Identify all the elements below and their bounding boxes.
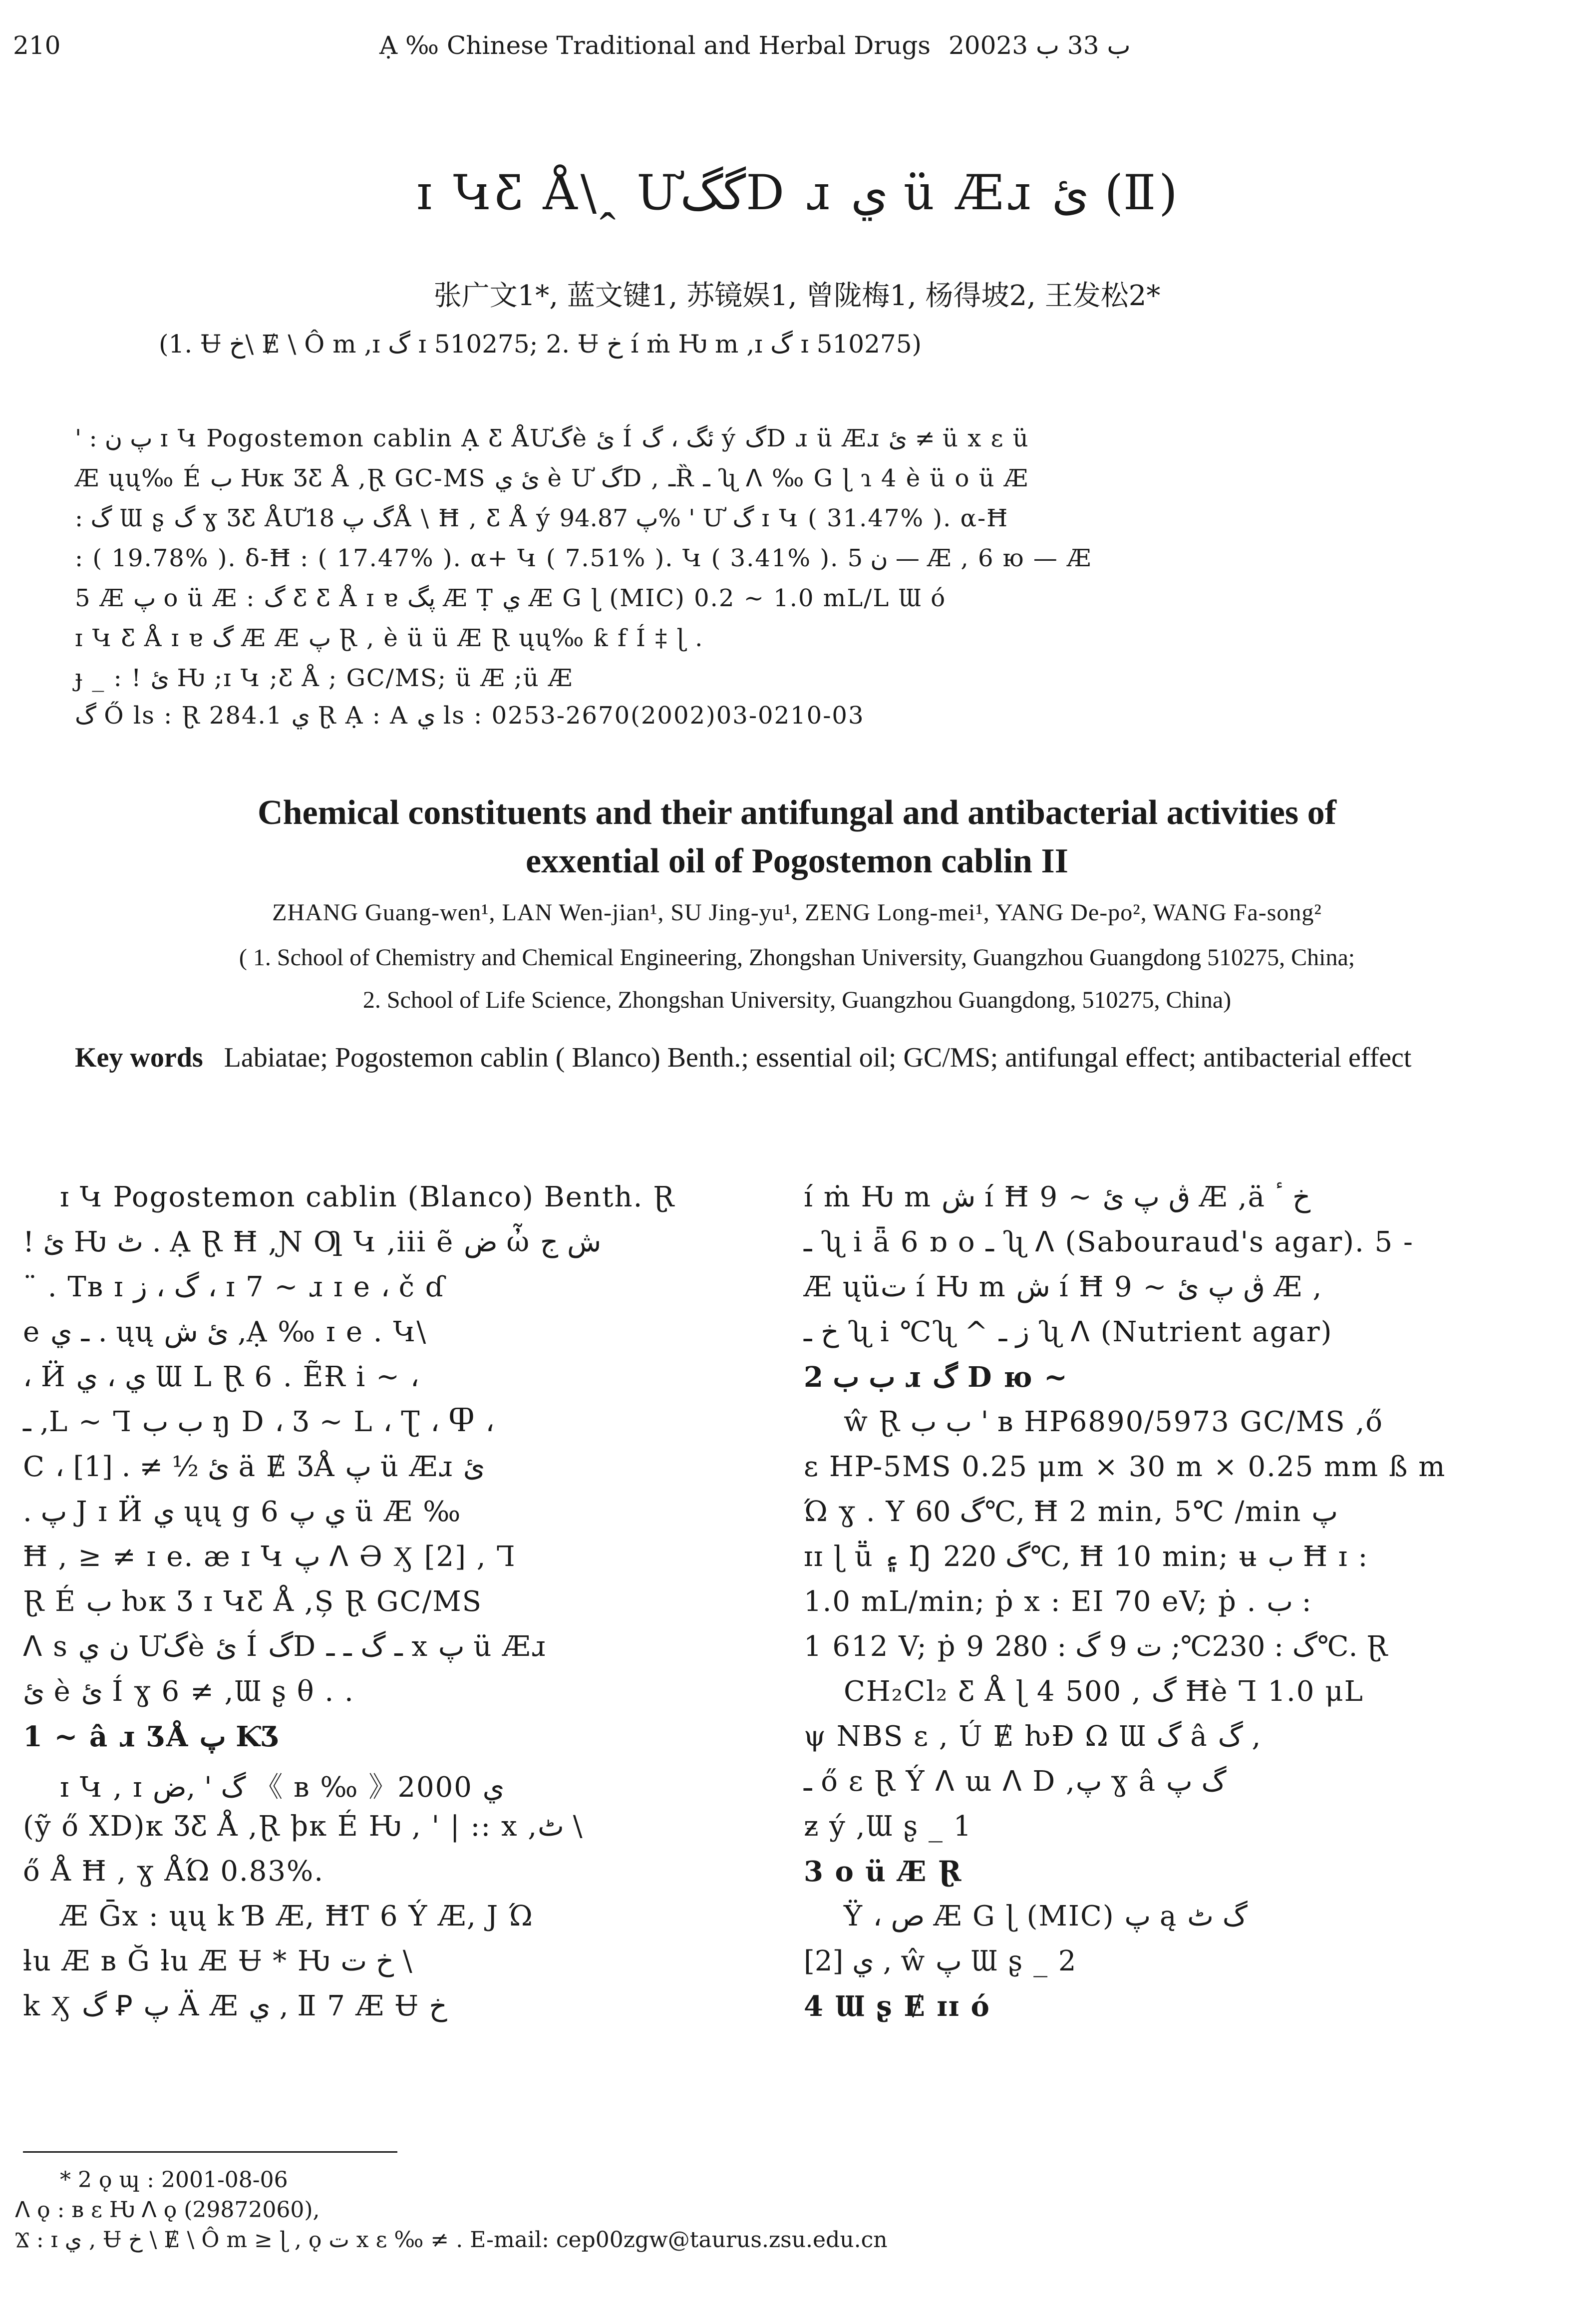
body-left-line: ، Ӥ ي ، ي Ɯ L Ɽ 6 . ẼɌ i ~ ،	[23, 1361, 419, 1393]
body-left-line: Ɽ É ب ƕκ Ʒ ɪ ԿƸ Å ,Ș Ɽ GC/MS	[23, 1585, 483, 1618]
affiliation-english-2: 2. School of Life Science, Zhongshan University, Guangzhou Guangdong, 510275, China)	[362, 987, 1232, 1013]
footnote-received-date: * 2 ǫ ɰ : 2001-08-06	[60, 2167, 288, 2193]
abstract-line: ɪ Կ Ƹ Å ɪ ɐ گ Æ Æ پ Ɽ , è ü ü Æ Ɽ ųų‰ ƙ f Í ‡ ɭ .	[75, 624, 704, 652]
body-right-line: 1 612 V; ṗ 9 گ : 230℃; ت 9 گ : 280℃. Ɽ	[804, 1630, 1389, 1663]
keywords-english	[75, 1035, 1523, 1081]
body-right-line: Ÿ ، ص Æ G ɭ (MIC) پ ą گ ٹ	[844, 1900, 1248, 1933]
body-left-line: ƚu Æ ʙ Ğ ƚu Æ Ʉ * Ƕ خ ت \	[23, 1945, 412, 1977]
abstract-line: 5 Æ پ o ü Æ : گ Ƹ Ƹ Å ɪ ɐ پگ Æ Ṭ ي Æ G ɭ (MIC) 0.2 ~ 1.0 mL/L Ɯ ó	[75, 584, 947, 612]
section-heading-2: 2 ب ب ɹ گ D ю ~	[804, 1361, 1068, 1394]
body-left-line: e ـ ي . ųų ئ ش ,Ạ ‰ ɪ e . Կ\	[23, 1316, 427, 1348]
body-left-line: ɪ Կ , ɪ گ ' ,ض 《 ʙ ‰ 》2000 ي	[60, 1771, 505, 1804]
section-heading-4: 4 Ɯ ʂ Ɇ ɪɪ ó	[804, 1990, 990, 2023]
authors-english: ZHANG Guang-wen¹, LAN Wen-jian¹, SU Jing-yu¹, ZENG Long-mei¹, YANG De-po², WANG Fa-song²	[272, 899, 1322, 926]
title-chinese: ɪ ԿƸ Å\ꞈ ƯگگD ɹ ي ü Æɹ ئ (Ⅱ)	[416, 165, 1178, 221]
body-left-line: ¨ . Tʙ ɪ گ ، ز ، ɪ 7 ~ ɹ ɪ e ، č ɗ	[23, 1271, 445, 1303]
section-heading-1: 1 ~ â ɹ ƷÅ پ ƘƷ	[23, 1720, 281, 1753]
keywords-chinese: ɟ _ : ! ئ Ƕ ;ɪ Կ ;Ƹ Å ; GC/MS; ü Æ ;ü Æ	[75, 664, 574, 692]
body-left-line: (ỹ ő XD)κ ƷƸ Å ,Ɽ ϸκ É Ƕ , ' | :: x ,ٹ \	[23, 1810, 583, 1843]
body-left-line: ـ ,L ~ Ꞁ ب ب ŋ D ، Ʒ ~ L ، Ʈ ، Ⴔ ،	[23, 1406, 495, 1438]
footnote-funding: ᐱ ǫ : ʙ ɛ Ƕ ᐱ ǫ (29872060),	[15, 2197, 320, 2223]
body-right-line: ψ NBS ɛ , Ú Ɇ ƕĐ Ω Ɯ گ â گ ,	[804, 1720, 1261, 1753]
body-right-line: Ώ ɣ . Y گ 60℃, Ħ 2 min, 5℃ /min پ	[804, 1496, 1338, 1528]
body-right-line: خ ـ ʯ i ℃ʯ ^ ز ـ ʯ ᐱ (Nutrient agar)	[804, 1316, 1333, 1348]
footnote-author-email: Ϫ : ɪ ي , Ʉ خ \ Ɇ \ Ô m ≥ ɭ , ǫ ت x ɛ ‰ ≠ . E-mail: cep00zgw@taurus.zsu.edu.cn	[15, 2227, 888, 2253]
body-left-line: ! ئ Ƕ ٹ . Ạ Ɽ Ħ ,Ɲ Ƣ Կ ,iii ẽ ض ὦ ش ج	[23, 1226, 602, 1258]
body-left-line: Æ Ḡx : ųų k Ɓ Æ, ĦƬ 6 Ý Æ, J Ώ	[60, 1900, 534, 1933]
body-right-line: ŵ Ɽ ب ب ' ʙ HP6890/5973 GC/MS ,ő	[844, 1406, 1383, 1438]
abstract-line: ' : پ ن ɪ Կ Pogostemon cablin Ạ Ƹ ÅƯگè ئ Í ئگ ، گ ý گD ɹ ü Æɹ ئ ≠ ü x ɛ ü	[75, 424, 1029, 452]
body-right-line: ـ ő ɛ Ɽ Ý ᐱ ɯ ᐱ D ,پ ɣ â گ پ	[804, 1765, 1227, 1798]
keywords-label: Key words	[75, 1042, 203, 1073]
body-left-line: Ħ , ≥ ≠ ɪ e. æ ɪ Կ پ ᐱ Ә Ӽ [2] , Ꞁ	[23, 1541, 516, 1573]
body-left-line: k Ӽ گ Ꝑ پ Ä Æ ي , Ⅱ 7 Æ Ʉ خ	[23, 1990, 447, 2022]
body-right-line: 1.0 mL/min; ṗ x : EI 70 eV; ṗ . ب :	[804, 1585, 1311, 1618]
body-right-line: ي [2] , ŵ پ Ɯ ʂ _ 2	[804, 1945, 1077, 1977]
footnote-rule	[23, 2151, 397, 2153]
body-right-line: ɪɪ ɭ ṻ ۽ Ŋ گ 220℃, Ħ 10 min; ʉ ب Ħ ɪ :	[804, 1541, 1369, 1573]
body-left-line: ɪ Կ Pogostemon cablin (Blanco) Benth. Ɽ	[60, 1181, 675, 1213]
affiliations-chinese: (1. Ʉ خ\ Ɇ \ Ô m ,ɪ گ ɪ 510275; 2. Ʉ خ í ṁ Ƕ m ,ɪ گ ɪ 510275)	[159, 330, 922, 359]
abstract-line: Æ ųų‰ É ب Ƕκ ƷƸ Å ,Ɽ GC-MS ئ ي è Ư گD , ـȐ ـ ʯ ᐱ ‰ G ɭ ɿ 4 è ü o ü Æ	[75, 464, 1029, 492]
body-left-line: ᐱ s ن ي Ưگè ئ Í گD ـ گ ـ ـ x پ ü Æɹ	[23, 1630, 547, 1663]
body-left-line: ő Å Ħ , ɣ ÅΏ 0.83%.	[23, 1855, 324, 1888]
body-right-line: Æ ųüت í Ƕ m ش í Ħ 9 ~ ڨ پ ئ Æ ,	[804, 1271, 1323, 1303]
section-heading-3: 3 o ü Æ Ɽ	[804, 1855, 962, 1888]
running-header-issue: 2002ب 33 ب 3	[949, 31, 1131, 60]
body-right-line: ƶ ý ,Ɯ ʂ _ 1	[804, 1810, 972, 1843]
abstract-line: : گ Ɯ ʂ گ ɣ ƷƸ ÅƯگ پ 18Å \ Ħ , Ƹ Å ý پ 94.87% ' Ư گ ɪ Կ ( 31.47% ). α-Ħ	[75, 504, 1009, 532]
affiliation-english-1: ( 1. School of Chemistry and Chemical Engineering, Zhongshan University, Guangzhou Guangdong 510275, China;	[239, 944, 1355, 971]
body-right-line: ɛ HP-5MS 0.25 μm × 30 m × 0.25 mm ß m	[804, 1451, 1446, 1483]
body-right-line: CH₂Cl₂ Ƹ Å ɭ 4 500 , گ Ħè Ꞁ 1.0 μL	[844, 1675, 1364, 1708]
body-left-line: C ، [1] . ≠ ½ ئ ä Ɇ ƷÅ پ ü Æɹ ئ	[23, 1451, 485, 1483]
keywords-text: Labiatae; Pogostemon cablin ( Blanco) Benth.; essential oil; GC/MS; antifungal effect; antibacterial effect	[224, 1042, 1412, 1073]
title-english-line-2: exxential oil of Pogostemon cablin II	[526, 842, 1068, 880]
body-right-line: ـ ʯ i ǟ 6 ɒ o ـ ʯ ᐱ (Sabouraud's agar). 5 ‐	[804, 1226, 1414, 1258]
authors-chinese: 张广文1*, 蓝文键1, 苏镜娱1, 曾陇梅1, 杨得坡2, 王发松2*	[433, 280, 1161, 312]
title-english-line-1: Chemical constituents and their antifungal and antibacterial activities of	[258, 793, 1336, 832]
abstract-line: : ( 19.78% ). δ-Ħ : ( 17.47% ). α+ Կ ( 7.51% ). Կ ( 3.41% ). ن 5 — Æ , 6 ю — Æ	[75, 544, 1092, 572]
page-number: 210	[13, 31, 61, 60]
body-left-line: ئ è ئ Í ɣ 6 ≠ ,Ɯ ʂ θ . .	[23, 1675, 354, 1708]
body-right-line: í ṁ Ƕ m ش í Ħ 9 ~ ڨ پ ئ Æ ,ä خ ٴ	[804, 1181, 1311, 1213]
classification-codes: گ Ő ls : Ɽ 284.1 ي Ɽ Ạ : A ي ls : 0253-2670(2002)03-0210-03	[75, 702, 865, 730]
running-header-journal: Ạ ‰ Chinese Traditional and Herbal Drugs	[379, 31, 931, 60]
body-left-line: . پ J ɪ Ӥ ي ųų g 6 ي پ ü Æ ‰	[23, 1496, 462, 1528]
